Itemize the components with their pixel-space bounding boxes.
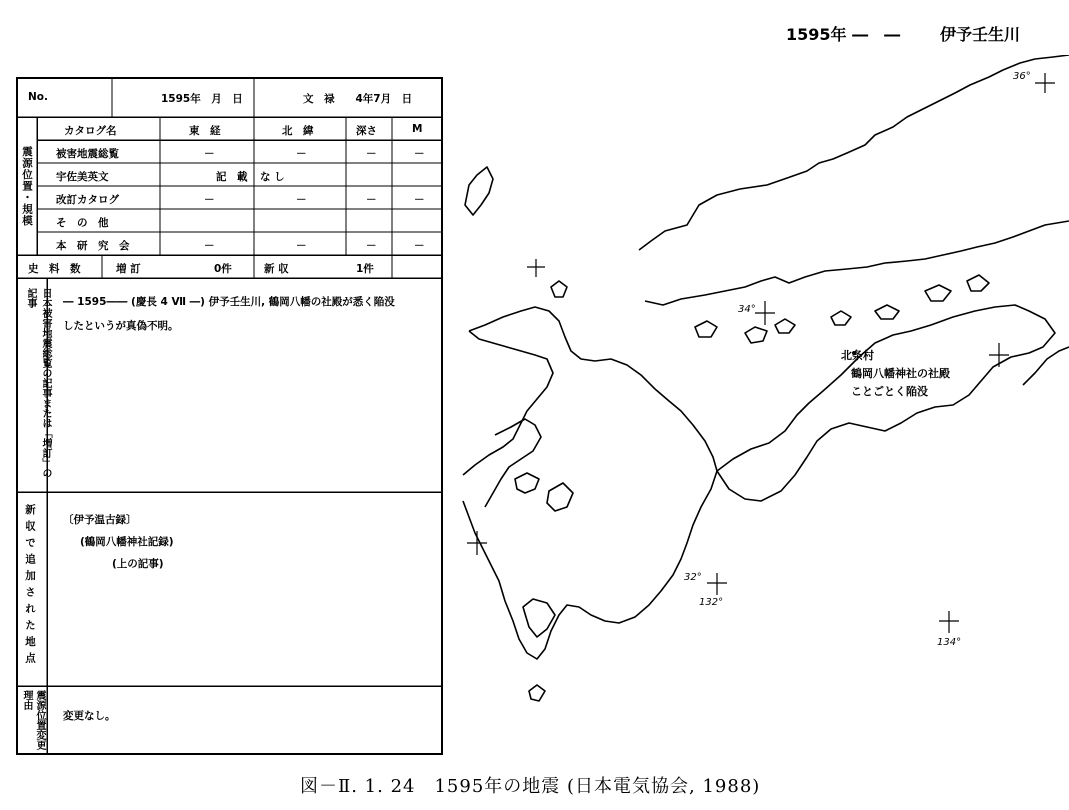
table-row-lon: － <box>204 194 215 206</box>
column-latitude: 北 緯 <box>282 125 314 137</box>
table-row-name: 被害地震総覧 <box>56 148 119 160</box>
column-longitude: 東 経 <box>189 125 221 137</box>
table-row-lat: － <box>296 194 307 206</box>
table-row-name: 本 研 究 会 <box>56 240 130 252</box>
source-count-label: 史 料 数 <box>28 263 81 275</box>
island-coastline <box>875 305 899 319</box>
yakushima-coastline <box>529 685 545 701</box>
honshu-south-coastline <box>645 221 1069 305</box>
column-magnitude: M <box>412 123 423 135</box>
table-row-lat: － <box>296 240 307 252</box>
table-row-m: － <box>414 194 425 206</box>
section-article-line-1: ― 1595―― (慶長 4 Ⅶ ―) 伊予壬生川, 鶴岡八幡の社殿が悉く陥没 <box>63 296 395 308</box>
table-row-depth: － <box>366 194 377 206</box>
kyushu-islands-coastline <box>551 281 567 297</box>
island-coastline <box>925 285 951 301</box>
island-coastline <box>745 327 767 343</box>
earthquake-record-form <box>0 0 460 760</box>
table-row-name: そ の 他 <box>56 217 109 229</box>
graticule-cross <box>755 301 775 325</box>
map-panel <box>455 55 1069 755</box>
graticule-cross <box>707 573 727 595</box>
graticule-cross <box>939 611 959 633</box>
table-row-depth: － <box>366 240 377 252</box>
source-entry: (上の記事) <box>112 558 164 570</box>
island-coastline <box>775 319 795 333</box>
table-row-name: 改訂カタログ <box>56 194 119 206</box>
shrine-note-line-1: 鶴岡八幡神社の社殿 <box>851 367 950 380</box>
column-depth: 深さ <box>356 125 377 137</box>
section-article-label: 日本被害地震総覧の記事または「増訂」の記事 <box>25 288 51 478</box>
village-label: 北条村 <box>841 349 874 362</box>
graticule-cross <box>1035 73 1055 93</box>
shikoku-coastline <box>717 305 1055 501</box>
amakusa-islands-coastline <box>547 483 573 511</box>
table-row-m: － <box>414 240 425 252</box>
section-article-line-2: したというが真偽不明。 <box>63 320 179 332</box>
longitude-132-label: 132° <box>699 597 724 608</box>
supplement-count: 0件 <box>214 263 232 275</box>
table-row-name: 宇佐美英文 <box>56 171 109 183</box>
source-entry: (鶴岡八幡神社記録) <box>80 536 174 548</box>
island-coastline <box>967 275 989 291</box>
column-catalog-name: カタログ名 <box>64 125 117 137</box>
graticule-cross <box>527 259 545 277</box>
hypocenter-group-label: 震源位置・規模 <box>21 146 33 227</box>
latitude-36-label: 36° <box>1013 71 1031 82</box>
table-row-lat: － <box>296 148 307 160</box>
new-collection-count: 1件 <box>356 263 374 275</box>
amakusa-islands-coastline <box>515 473 539 493</box>
section-added-locations-label: 新収で追加された地点 <box>24 504 36 669</box>
island-coastline <box>695 321 717 337</box>
nagasaki-peninsula-coastline <box>485 419 541 507</box>
kyushu-west-coastline <box>463 331 553 475</box>
form-grid <box>0 0 460 760</box>
island-coastline <box>831 311 851 325</box>
latitude-32-label: 32° <box>684 572 702 583</box>
header-year: 1595年 ― ― <box>786 25 901 44</box>
record-number-label: No. <box>28 91 48 103</box>
table-row-m: － <box>414 148 425 160</box>
graticule-cross <box>989 343 1009 367</box>
latitude-34-label: 34° <box>738 304 756 315</box>
table-row-lat: な し <box>260 171 285 183</box>
kyushu-coastline <box>463 307 717 659</box>
figure-caption: 図－Ⅱ. 1. 24 1595年の地震 (日本電気協会, 1988) <box>300 776 761 797</box>
table-row-depth: － <box>366 148 377 160</box>
record-era-date: 文 禄 4年7月 日 <box>303 93 413 105</box>
longitude-134-label: 134° <box>937 637 962 648</box>
header-place: 伊予壬生川 <box>940 25 1021 44</box>
record-date: 1595年 月 日 <box>161 93 243 105</box>
section-change-reason-label: 震源位置変更理由 <box>21 690 45 750</box>
tsushima-coastline <box>465 167 493 215</box>
table-row-lon: 記 載 <box>216 171 248 183</box>
table-row-lon: － <box>204 148 215 160</box>
source-entry: 〔伊予温古録〕 <box>63 514 137 526</box>
coastline-map <box>455 55 1069 755</box>
new-collection-label: 新 収 <box>264 263 289 275</box>
shrine-note-line-2: ことごとく陥没 <box>851 385 928 398</box>
table-row-lon: － <box>204 240 215 252</box>
section-change-reason-text: 変更なし。 <box>63 710 116 722</box>
honshu-coastline <box>639 55 1069 250</box>
supplement-label: 増 訂 <box>116 263 141 275</box>
